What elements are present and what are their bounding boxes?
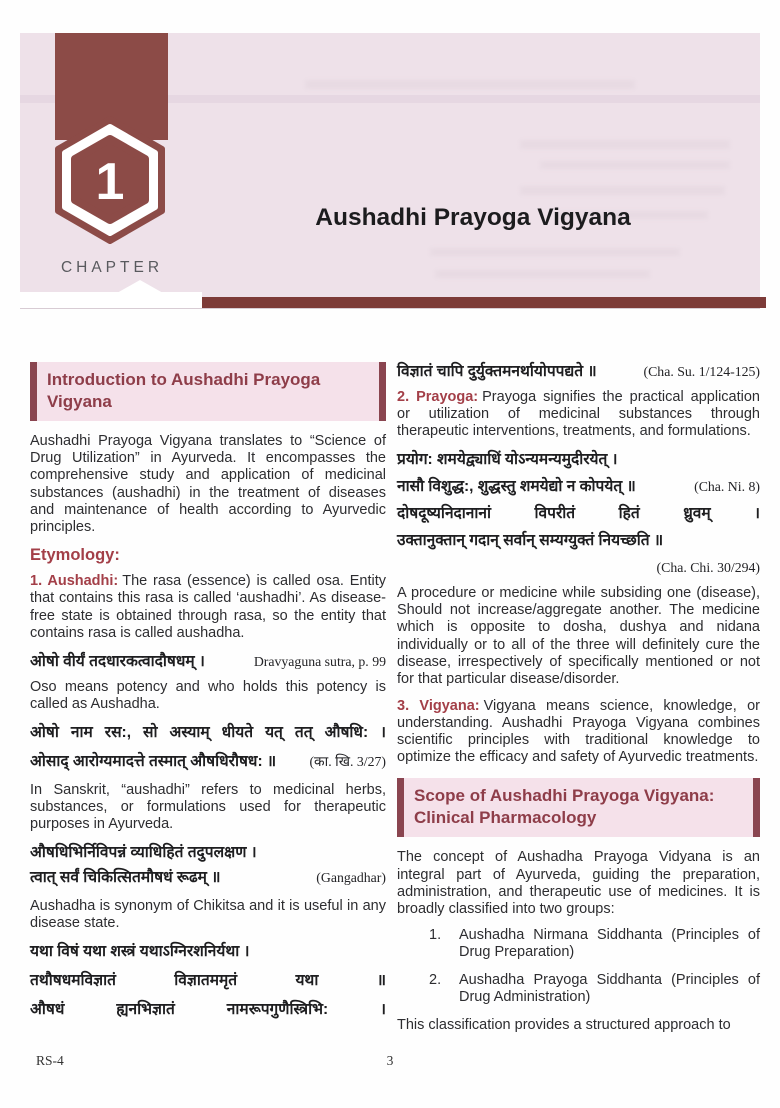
- vigyana-text: Vigyana means science, knowledge, or understanding. Aushadhi Prayoga Vigyana combines scientific principles with traditional knowledge to optimize the efficacy and safety of Ayurvedic treatments.: [397, 697, 760, 766]
- bleedthrough-ghost: [435, 270, 650, 278]
- header-chevron-peak: [117, 280, 163, 293]
- oso-paragraph: Oso means potency and who holds this potency is called as Aushadha.: [30, 678, 386, 712]
- sanskrit-verse-line: तथौषधमविज्ञातं विज्ञातममृतं यथा ॥: [30, 972, 386, 990]
- classification-list: [397, 927, 760, 1006]
- aushadhi-paragraph: [30, 573, 386, 641]
- prayoga-text: Prayoga signifies the practical application or utilization of medicinal substances through therapeutic interventions, treatments, and formulations.: [397, 388, 760, 440]
- sanskrit-verse-line: ओषो वीर्यं तदधारकत्वादौषधम् ।: [30, 652, 205, 670]
- press-signature: RS-4: [36, 1053, 64, 1068]
- bleedthrough-ghost: [520, 186, 725, 195]
- chapter-title: Aushadhi Prayoga Vigyana: [315, 204, 631, 231]
- aushadhi-label: 1. Aushadhi:: [30, 573, 119, 590]
- sanskrit-verse-line: औषधं ह्यनभिज्ञातं नामरूपगुणैस्त्रिभि: ।: [30, 1000, 386, 1018]
- bleedthrough-ghost: [430, 248, 680, 256]
- closing-line: This classification provides a structured approach to: [397, 1017, 731, 1034]
- sanskrit-verse-line: उक्तानुक्तान् गदान् सर्वान् सम्यग्युक्तं नियच्छति ॥: [397, 532, 664, 550]
- sutra-gangadhar: [30, 843, 386, 889]
- sanskrit-verse-line: दोषदूष्यनिदानानां विपरीतं हितं ध्रुवम् ।: [397, 505, 760, 523]
- verse-citation: (Gangadhar): [316, 869, 386, 885]
- sanskrit-verse-row: [30, 868, 386, 889]
- intro-heading-box: Introduction to Aushadhi Prayoga Vigyana: [30, 362, 386, 421]
- list-item-text: Aushadha Nirmana Siddhanta (Principles of Drug Preparation): [459, 926, 760, 961]
- vigyana-paragraph: [397, 698, 760, 766]
- sutra-charaka-nidana: [397, 450, 760, 576]
- sanskrit-verse-line: औषधिभिर्निविपन्नं व्याधिहितं तदुपलक्षण ।: [30, 844, 257, 862]
- bleedthrough-ghost: [540, 161, 730, 169]
- prayoga-label: 2. Prayoga:: [397, 388, 479, 405]
- vigyana-label: 3. Vigyana:: [397, 697, 480, 714]
- intro-paragraph: Aushadhi Prayoga Vigyana translates to “Science of Drug Utilization” in Ayurveda. It encompasses the comprehensive study and application of medicinal substances (aushadhi) in the treatment of diseases and maintenance of health according to Ayurvedic principles.: [30, 433, 386, 535]
- verse-citation: (का. खि. 3/27): [309, 753, 386, 769]
- sanskrit-verse-line: ओषो नाम रस:, सो अस्याम् धीयते यत् तत् औषधि: ।: [30, 723, 386, 741]
- prayoga-paragraph: [397, 389, 760, 440]
- verse-citation: Dravyaguna sutra, p. 99: [253, 653, 386, 669]
- chikitsa-paragraph: Aushadha is synonym of Chikitsa and it is useful in any disease state.: [30, 897, 386, 932]
- hexagon-badge-icon: [49, 114, 171, 246]
- sutra-charaka-sutra: [397, 362, 760, 383]
- header-maroon-bar: [202, 297, 766, 308]
- scope-paragraph: The concept of Aushadha Prayoga Vidyana is an integral part of Ayurveda, guiding the preparation, administration, and therapeutic use of medicines. It is broadly classified into two groups:: [397, 849, 760, 917]
- right-column: [397, 362, 760, 1034]
- list-item: [397, 927, 760, 961]
- page-number: 3: [386, 1053, 394, 1068]
- sutra-kashyapa: [30, 723, 386, 773]
- sanskrit-meaning-paragraph: In Sanskrit, “aushadhi” refers to medicinal herbs, substances, or formulations used for therapeutic purposes in Ayurveda.: [30, 781, 386, 832]
- aushadhi-text: The rasa (essence) is called osa. Entity that contains this rasa is called ‘aushadhi’. As disease-free state is obtained through rasa, so the entity that contains rasa is called aushadha.: [30, 573, 386, 641]
- sanskrit-verse-row: [30, 752, 386, 773]
- bleedthrough-ghost: [520, 140, 730, 149]
- list-item-number: 2.: [429, 972, 442, 989]
- bleedthrough-ghost: [305, 80, 635, 89]
- list-item-text: Aushadha Prayoga Siddhanta (Principles of Drug Administration): [459, 972, 760, 1006]
- list-item-number: 1.: [429, 926, 442, 943]
- sutra-charaka-visha: [30, 942, 386, 1021]
- verse-citation: (Cha. Su. 1/124-125): [643, 364, 760, 379]
- chapter-number: 1: [95, 153, 125, 211]
- sanskrit-verse-line: प्रयोग: शमयेद्व्याधिं योऽन्यमन्यमुदीरयेत् ।: [397, 451, 618, 469]
- chapter-badge: [49, 114, 171, 246]
- sanskrit-verse-line: विज्ञातं चापि दुर्युक्तमनर्थायोपपद्यते ॥: [397, 363, 597, 380]
- sutra-dravyaguna: [30, 652, 386, 673]
- chapter-label: CHAPTER: [60, 259, 164, 276]
- sanskrit-verse-line: त्वात् सर्वं चिकित्सितमौषधं रूढम् ॥: [30, 868, 221, 886]
- scope-heading-box: Scope of Aushadhi Prayoga Vigyana: Clinical Pharmacology: [397, 778, 760, 837]
- header-white-strip: [20, 292, 202, 308]
- list-item: [397, 972, 760, 1006]
- verse-citation: (Cha. Chi. 30/294): [656, 559, 760, 575]
- verse-citation: (Cha. Ni. 8): [694, 479, 760, 495]
- sanskrit-verse-line: यथा विषं यथा शस्त्रं यथाऽग्निरशनिर्यथा ।: [30, 943, 250, 961]
- left-column: [30, 362, 386, 1030]
- procedure-paragraph: A procedure or medicine while subsiding one (disease), Should not increase/aggregate another. The medicine which is opposite to dosha, dushya and nidana individually or to all of the three will definitely cure the disease, irrespectively of specifically mentioned or not for that particular disease/disorder.: [397, 585, 760, 687]
- etymology-heading: Etymology:: [30, 545, 120, 564]
- sanskrit-verse-line: नासौ विशुद्ध:, शुद्धस्तु शमयेद्यो न कोपयेत् ॥: [397, 478, 636, 496]
- sanskrit-verse-row: [397, 477, 760, 498]
- sanskrit-verse-line: ओसाद् आरोग्यमादत्ते तस्मात् औषधिरौषध: ॥: [30, 752, 277, 770]
